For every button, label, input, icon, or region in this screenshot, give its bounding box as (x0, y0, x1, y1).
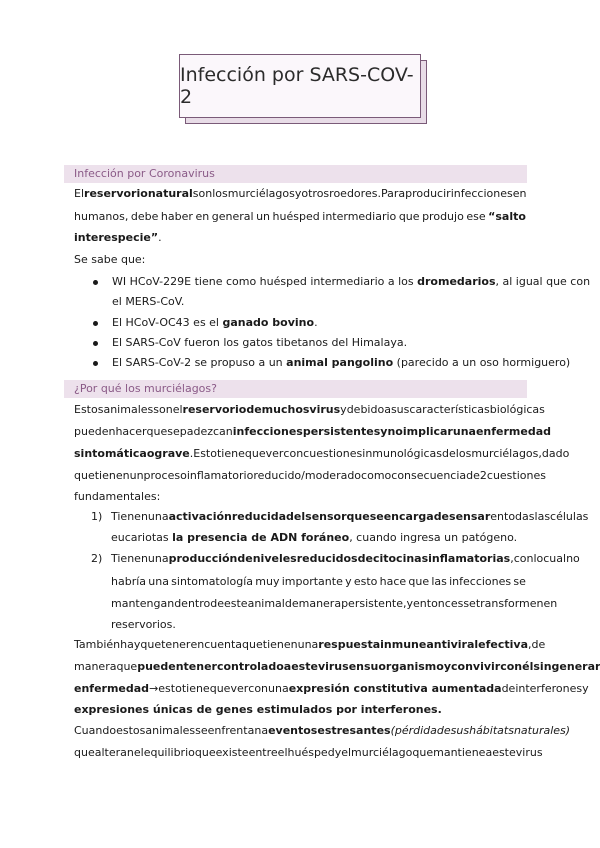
bullet-icon (93, 280, 98, 285)
bold-text: de (237, 552, 253, 565)
list-item (112, 336, 407, 350)
text-run: ver (230, 682, 249, 695)
text-run: a (485, 746, 493, 759)
text-run: y (334, 746, 342, 759)
text-run: . (189, 447, 194, 460)
text-run: El HCoV-OC43 es el (112, 316, 223, 329)
text-run: infecciones (450, 187, 513, 200)
bold-text: inflamatorias (428, 552, 511, 565)
text-run: hace (379, 575, 407, 588)
text-run: consecuencia (391, 469, 467, 482)
bold-text: infecciones (232, 425, 303, 438)
text-run: huésped (287, 746, 335, 759)
text-run: de (284, 597, 299, 610)
text-run: fundamentales: (74, 490, 161, 503)
text-run: eucariotas (111, 531, 173, 544)
section-heading-coronavirus: Infección por Coronavirus (64, 165, 527, 183)
text-run: y (294, 187, 302, 200)
text-run: en (190, 638, 205, 651)
text-run: en (543, 597, 558, 610)
bullet-icon (93, 321, 98, 326)
text-run: y (340, 403, 347, 416)
bold-text: sin (533, 660, 552, 673)
text-run: interferones (515, 682, 583, 695)
text-run: con (283, 447, 304, 460)
text-run: El SARS-CoV-2 se propuso a un (112, 356, 287, 369)
text-run: , (510, 552, 514, 565)
text-run: debe (130, 210, 159, 223)
paragraph-line (74, 746, 543, 760)
paragraph-line (74, 447, 570, 461)
italic-text: (pérdida (390, 724, 437, 737)
bold-text: reservorio (182, 403, 247, 416)
bold-text: sintomática (74, 447, 147, 460)
text-run: murciélago (351, 746, 413, 759)
text-run: una (297, 638, 319, 651)
text-run: sus (390, 403, 410, 416)
text-run: se (195, 724, 208, 737)
text-run: muy (255, 575, 280, 588)
text-run: con (513, 552, 534, 565)
text-run: el MERS-CoV. (112, 295, 185, 308)
text-run: mantengan (111, 597, 175, 610)
italic-text: hábitats (469, 724, 514, 737)
text-run: Para (380, 187, 406, 200)
text-run: (parecido a un oso hormiguero) (393, 356, 571, 369)
text-run: huésped (272, 210, 320, 223)
bold-text: implicar (402, 425, 453, 438)
bold-text: respuesta (318, 638, 381, 651)
text-run: a (261, 724, 269, 737)
text-run: que (146, 425, 168, 438)
text-run: y (406, 597, 414, 610)
text-run: infecciones (449, 575, 512, 588)
bold-text: este (291, 660, 318, 673)
text-run: murciélagos (227, 187, 295, 200)
text-run: que (140, 638, 162, 651)
text-run: reservorios. (111, 618, 176, 631)
text-run: el (341, 746, 352, 759)
paragraph-line (74, 638, 546, 652)
text-run: haber (160, 210, 193, 223)
text-run: y (582, 682, 589, 695)
bold-text: inmune (380, 638, 427, 651)
bullet-icon (93, 361, 98, 366)
text-run: se (513, 575, 526, 588)
text-run: el (133, 746, 144, 759)
list-item (112, 275, 590, 289)
text-run: virus (515, 746, 543, 759)
text-run: una (147, 552, 169, 565)
paragraph-line (74, 469, 546, 483)
text-run: que (398, 210, 420, 223)
text-run: biológicas (489, 403, 545, 416)
text-run: inflamatorio (186, 469, 254, 482)
text-run: pueden (74, 425, 116, 438)
numbered-item-line (111, 510, 589, 524)
bold-text: reducidos (296, 552, 358, 565)
text-run: intermediario (322, 210, 397, 223)
text-run: otros (301, 187, 330, 200)
text-run: inmunológicas (362, 447, 443, 460)
text-run: equilibrio (143, 746, 195, 759)
bold-text: activación (168, 510, 232, 523)
text-run: una (268, 682, 289, 695)
bold-text: eventos (268, 724, 318, 737)
paragraph-line (74, 660, 600, 674)
text-run: son (192, 187, 213, 200)
text-run: las (431, 575, 447, 588)
text-run: que (242, 638, 263, 651)
text-run: este (492, 746, 516, 759)
text-run: lo (533, 552, 544, 565)
text-run: en (195, 210, 210, 223)
text-run: . (158, 231, 162, 244)
text-run: que (209, 682, 231, 695)
bold-text: o (146, 447, 155, 460)
bold-text: animal pangolino (286, 356, 394, 369)
text-run: se (167, 425, 180, 438)
numbered-item-line (111, 618, 526, 632)
text-run: cuenta (204, 638, 243, 651)
bold-text: convivir (451, 660, 501, 673)
bold-text: reservorio (84, 187, 148, 200)
bold-text: citocinas (372, 552, 429, 565)
intro-line (74, 231, 162, 245)
text-run: los (212, 187, 228, 200)
text-run: . (314, 316, 318, 329)
text-run: WI HCoV-229E tiene como huésped intermediario a los (112, 275, 418, 288)
bold-text: una (452, 425, 476, 438)
text-run: que (74, 469, 95, 482)
intro-line (74, 187, 526, 201)
bold-text: persistentes (302, 425, 381, 438)
text-run: esto (158, 682, 182, 695)
text-run: animales (145, 724, 196, 737)
text-run: animales (103, 403, 154, 416)
text-run: padezcan (179, 425, 233, 438)
text-run: humanos, (74, 210, 129, 223)
text-run: → (149, 682, 159, 695)
bold-text: natural (147, 187, 193, 200)
paragraph-line (74, 724, 571, 738)
bold-text: la presencia de ADN foráneo (172, 531, 350, 544)
text-run: tienen (94, 469, 130, 482)
bold-text: en (348, 660, 364, 673)
bold-text: de (433, 510, 450, 523)
italic-text: sus (450, 724, 470, 737)
text-run: murciélagos, (471, 447, 542, 460)
list-number: 2) (91, 552, 103, 565)
text-run: de (501, 682, 516, 695)
text-run: importante (281, 575, 343, 588)
text-run: habría (111, 575, 147, 588)
text-run: , al igual que con (495, 275, 591, 288)
se-sabe-label (74, 253, 145, 267)
text-run: tiene (216, 447, 245, 460)
text-run: tiene (181, 682, 210, 695)
text-run: son (153, 403, 173, 416)
text-run: existe (215, 746, 249, 759)
bold-text: enfermedad (74, 682, 150, 695)
text-run: hay (120, 638, 141, 651)
list-item (112, 356, 570, 370)
bold-text: controlado (216, 660, 284, 673)
text-run: enfrentan (207, 724, 262, 737)
text-run: los (455, 447, 472, 460)
text-run: características (409, 403, 490, 416)
title-frame (179, 54, 421, 118)
text-run: animal (247, 597, 285, 610)
text-run: que (194, 746, 216, 759)
text-run: Tienen (111, 552, 148, 565)
bold-text: y (443, 660, 451, 673)
numbered-item-line (111, 531, 526, 545)
bold-text: sensor (305, 510, 347, 523)
text-run: que (244, 447, 266, 460)
text-run: proceso (143, 469, 187, 482)
text-run: no (566, 552, 580, 565)
text-run: el (277, 746, 288, 759)
bold-text: de (246, 403, 262, 416)
text-run: en (512, 187, 527, 200)
numbered-item-line (111, 597, 558, 611)
text-run: este (223, 597, 248, 610)
list-item-continued (112, 295, 184, 309)
bold-text: que (346, 510, 370, 523)
text-run: manera (298, 597, 342, 610)
text-run: se (463, 597, 476, 610)
text-run: cuestiones (486, 469, 546, 482)
paragraph-line (74, 682, 589, 696)
text-run: 2 (479, 469, 487, 482)
paragraph-line (74, 403, 545, 417)
italic-text: naturales) (513, 724, 571, 737)
text-run: persistente, (341, 597, 407, 610)
text-run: de (466, 469, 480, 482)
text-run: esto (353, 575, 378, 588)
text-run: mantiene (433, 746, 486, 759)
paragraph-line (74, 703, 442, 717)
paragraph-line (74, 425, 552, 439)
bold-text: expresiones únicas de genes estimulados por interferones. (74, 703, 442, 716)
bold-text: y (380, 425, 388, 438)
bold-text: tener (183, 660, 217, 673)
bold-text: él (522, 660, 534, 673)
bold-text: virus (309, 403, 341, 416)
text-run: entre (248, 746, 278, 759)
text-run: cual (543, 552, 567, 565)
list-item (112, 316, 318, 330)
text-run: debido (346, 403, 385, 416)
bold-text: reducida (231, 510, 287, 523)
text-run: sintomatología (171, 575, 254, 588)
text-run: de (442, 447, 456, 460)
text-run: que (408, 575, 430, 588)
numbered-item-line (111, 575, 526, 589)
text-run: El SARS-CoV fueron los gatos tibetanos del Himalaya. (112, 336, 408, 349)
bold-text: interespecie” (74, 231, 159, 244)
bold-text: del (286, 510, 306, 523)
bold-text: grave (154, 447, 190, 460)
text-run: general (211, 210, 254, 223)
text-run: una (148, 575, 169, 588)
bold-text: enfermedad (475, 425, 552, 438)
text-run: todas (504, 510, 535, 523)
text-run: entonces (413, 597, 464, 610)
bold-text: ganado bovino (222, 316, 315, 329)
bold-text: con (500, 660, 523, 673)
text-run: dentro (174, 597, 211, 610)
bold-text: “salto (488, 210, 526, 223)
bold-text: de (357, 552, 373, 565)
text-run: Esto (193, 447, 217, 460)
text-run: , cuando ingresa un patógeno. (349, 531, 518, 544)
section-heading-murcielagos: ¿Por qué los murciélagos? (64, 380, 527, 398)
text-run: dado (541, 447, 570, 460)
bold-text: antiviral (426, 638, 479, 651)
text-run: Cuando (74, 724, 117, 737)
text-run: de (210, 597, 224, 610)
intro-line (74, 210, 526, 224)
text-run: un (129, 469, 144, 482)
bullet-icon (93, 341, 98, 346)
text-run: También (74, 638, 121, 651)
text-run: manera (74, 660, 117, 673)
text-run: cuestiones (303, 447, 363, 460)
italic-text: de (436, 724, 451, 737)
bold-text: su (363, 660, 379, 673)
bold-text: niveles (252, 552, 297, 565)
text-run: roedores. (329, 187, 381, 200)
title-box (179, 54, 429, 124)
text-run: en (490, 510, 505, 523)
text-run: Estos (74, 403, 104, 416)
bold-text: virus (317, 660, 349, 673)
text-run: tener (161, 638, 191, 651)
text-run: hacer (115, 425, 147, 438)
text-run: El (74, 187, 85, 200)
bold-text: encarga (383, 510, 434, 523)
text-run: a (384, 403, 391, 416)
bold-text: sensar (449, 510, 491, 523)
text-run: células (550, 510, 589, 523)
text-run: una (147, 510, 169, 523)
bold-text: efectiva (478, 638, 529, 651)
text-run: produjo (422, 210, 464, 223)
bold-text: estresantes (317, 724, 391, 737)
text-run: alteran (94, 746, 134, 759)
text-run: de (531, 638, 546, 651)
text-run: transformen (475, 597, 544, 610)
bold-text: organismo (378, 660, 444, 673)
text-run: estos (116, 724, 146, 737)
text-run: que (74, 746, 95, 759)
numbered-item-line (111, 552, 580, 566)
paragraph-line (74, 490, 526, 504)
bold-text: no (387, 425, 403, 438)
text-run: reducido/moderado (253, 469, 362, 482)
text-run: el (172, 403, 183, 416)
bold-text: pueden (137, 660, 184, 673)
bold-text: muchos (261, 403, 310, 416)
bold-text: a (283, 660, 292, 673)
text-run: como (361, 469, 392, 482)
text-run: que (412, 746, 434, 759)
bold-text: producción (168, 552, 238, 565)
text-run: ver (265, 447, 284, 460)
text-run: y (345, 575, 352, 588)
text-run: ese (466, 210, 486, 223)
text-run: con (248, 682, 269, 695)
text-run: las (534, 510, 551, 523)
bold-text: dromedarios (417, 275, 496, 288)
text-run: producir (405, 187, 451, 200)
text-run: que (116, 660, 138, 673)
bold-text: se (369, 510, 384, 523)
bold-text: generar (551, 660, 600, 673)
text-run: , (528, 638, 532, 651)
bold-text: expresión constitutiva aumentada (288, 682, 502, 695)
page-title: Infección por SARS-COV-2 (180, 64, 414, 108)
list-number: 1) (91, 510, 103, 523)
text-run: un (256, 210, 271, 223)
text-run: Se sabe que: (74, 253, 146, 266)
text-run: tienen (262, 638, 298, 651)
text-run: Tienen (111, 510, 148, 523)
